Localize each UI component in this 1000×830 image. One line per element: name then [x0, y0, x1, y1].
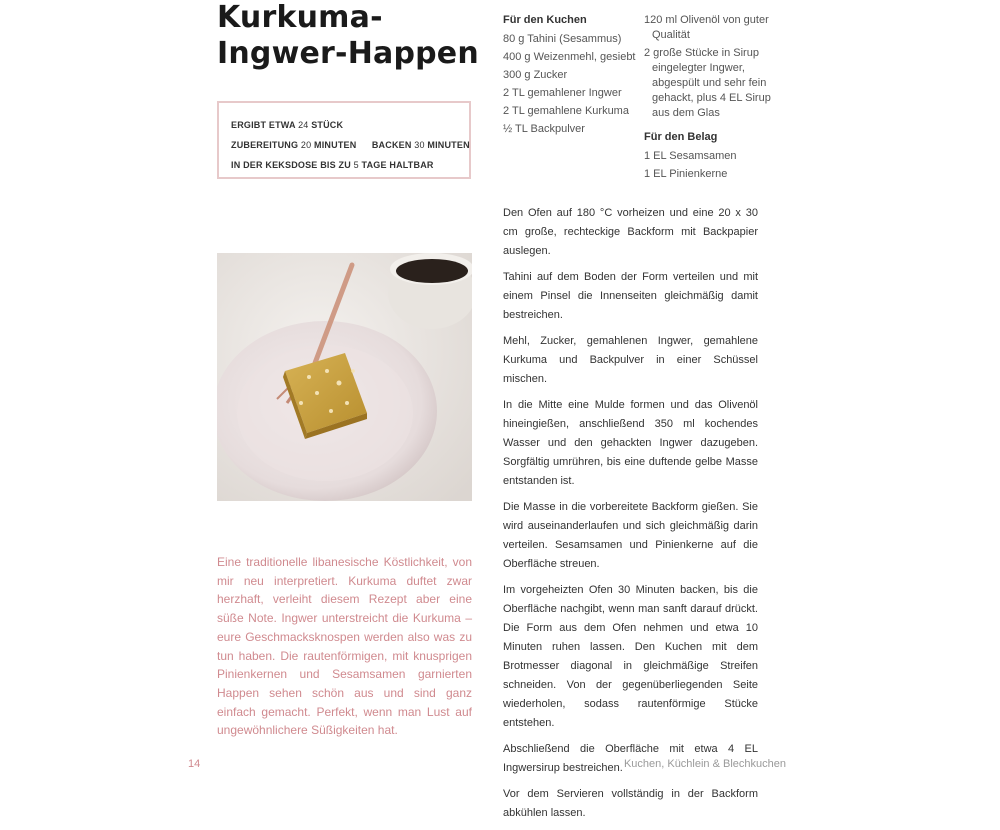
ingredients-column-1 — [503, 13, 638, 140]
ingredient-item: 1 EL Pinienkerne — [644, 168, 728, 180]
ingredient-item: ½ TL Backpulver — [503, 123, 585, 135]
method-step: Abschließend die Oberfläche mit etwa 4 EL Ingwersirup bestreichen. — [503, 743, 758, 774]
chapter-title: Kuchen, Küchlein & Blechkuchen — [623, 758, 786, 770]
ingredients-column-2 — [644, 13, 774, 185]
topping-ingredients-heading: Für den Belag — [644, 131, 718, 143]
yield-label: ERGIBT ETWA — [231, 120, 296, 130]
yield-value: 24 — [298, 120, 309, 130]
intro-text: Eine traditionelle libanesische Köstlichkeit, von mir neu interpretiert. Kurkuma duftet zwar herzhaft, verleiht diesem Rezept aber eine süße Note. Ingwer unterstreicht die Kurkuma – eure Geschmacksknospen werden also was zu tun haben. Die rautenförmigen, mit knusprigen Pinienkernen und Sesamsamen garnierten Happen sehen schön aus und sind ganz einfach gemacht. Perfekt, wenn man Lust auf ungewöhnlichere Süßigkeiten hat. — [217, 555, 472, 738]
ingredient-item: 2 große Stücke in Sirup eingelegter Ingwer, abgespült und sehr fein gehackt, plus 4 EL Sirup aus dem Glas — [644, 47, 771, 119]
storage-value: 5 — [353, 160, 359, 170]
yield-unit: STÜCK — [311, 120, 344, 130]
bake-label: BACKEN — [371, 140, 412, 150]
ingredient-item: 80 g Tahini (Sesammus) — [503, 33, 622, 45]
prep-value: 20 — [300, 140, 312, 150]
prep-unit: MINUTEN — [314, 140, 357, 150]
method-step: In die Mitte eine Mulde formen und das Olivenöl hineingießen, anschließend 350 ml kochendes Wasser und den gehackten Ingwer dazugeben. Sorgfältig umrühren, bis eine duftende gelbe Masse entstanden ist. — [503, 399, 758, 487]
bake-unit: MINUTEN — [427, 140, 470, 150]
ingredient-item: 2 TL gemahlener Ingwer — [503, 87, 622, 99]
recipe-title: Kurkuma-Ingwer-Happen — [217, 0, 479, 71]
method-steps — [503, 204, 758, 830]
method-step: Die Masse in die vorbereitete Backform gießen. Sie wird auseinanderlaufen und sich gleichmäßig darin verteilen. Sesamsamen und Pinienkerne auf die Oberfläche streuen. — [503, 501, 758, 570]
method-step: Vor dem Servieren vollständig in der Backform abkühlen lassen. — [503, 788, 758, 819]
method-step: Im vorgeheizten Ofen 30 Minuten backen, bis die Oberfläche nachgibt, wenn man sanft darauf drückt. Die Form aus dem Ofen nehmen und etwa 10 Minuten ruhen lassen. Den Kuchen mit dem Brotmesser diagonal in gleichmäßige Streifen schneiden. Von der gegenüberliegenden Seite wiederholen, sodass rautenförmige Stücke entstehen. — [503, 584, 758, 729]
method-step: Den Ofen auf 180 °C vorheizen und eine 20 x 30 cm große, rechteckige Backform mit Backpapier auslegen. — [503, 207, 758, 257]
recipe-photo — [217, 253, 472, 501]
ingredient-item: 120 ml Olivenöl von guter Qualität — [644, 14, 769, 41]
ingredient-item: 400 g Weizenmehl, gesiebt — [503, 51, 636, 63]
storage-row — [231, 155, 469, 175]
ingredient-item: 300 g Zucker — [503, 69, 568, 81]
storage-label: IN DER KEKSDOSE BIS ZU — [231, 160, 351, 170]
cake-ingredients-heading: Für den Kuchen — [503, 14, 587, 26]
yield-row — [231, 115, 469, 135]
method-step: Mehl, Zucker, gemahlenen Ingwer, gemahlene Kurkuma und Backpulver in einer Schüssel mischen. — [503, 335, 758, 385]
storage-suffix: TAGE HALTBAR — [361, 160, 434, 170]
recipe-info-box — [217, 101, 471, 179]
bake-value: 30 — [414, 140, 425, 150]
method-step: Tahini auf dem Boden der Form verteilen und mit einem Pinsel die Innenseiten gleichmäßig damit bestreichen. — [503, 271, 758, 321]
ingredient-item: 1 EL Sesamsamen — [644, 150, 737, 162]
ingredient-item: 2 TL gemahlene Kurkuma — [503, 105, 629, 117]
page-number: 14 — [188, 758, 201, 770]
prep-label: ZUBEREITUNG — [231, 140, 299, 150]
time-row — [231, 135, 469, 155]
